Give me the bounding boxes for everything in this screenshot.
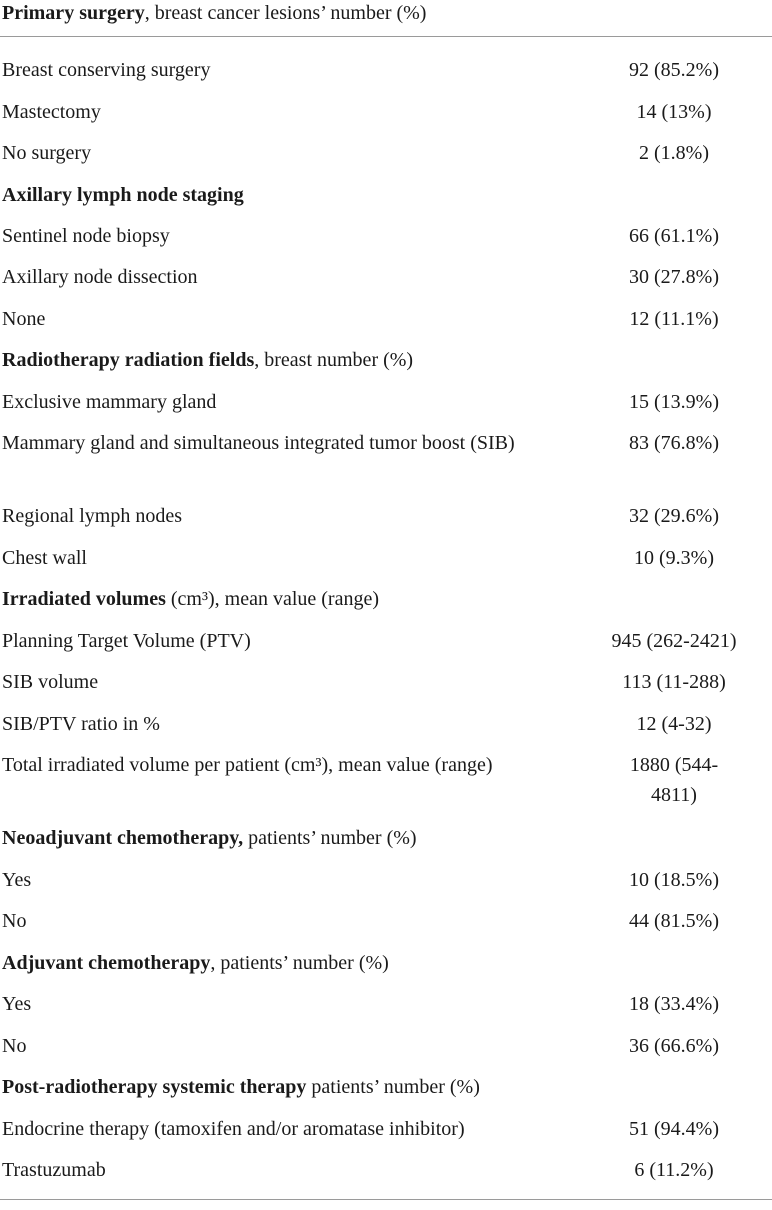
row-label: Regional lymph nodes — [2, 505, 182, 527]
section-header-bold: Radiotherapy radiation fields — [2, 349, 255, 371]
row-value: 2 (1.8%) — [639, 142, 709, 164]
row-value: 18 (33.4%) — [629, 993, 719, 1015]
row-label: Exclusive mammary gland — [2, 391, 217, 413]
section-header-bold: Post-radiotherapy systemic therapy — [2, 1076, 307, 1098]
row-value: 51 (94.4%) — [629, 1118, 719, 1140]
section-header-bold: Neoadjuvant chemotherapy, — [2, 827, 244, 849]
row-label: Endocrine therapy (tamoxifen and/or aromatase inhibitor) — [2, 1118, 465, 1140]
row-value: 15 (13.9%) — [629, 391, 719, 413]
row-label: Planning Target Volume (PTV) — [2, 630, 251, 652]
row-value: 10 (18.5%) — [629, 869, 719, 891]
header-rule — [0, 36, 772, 37]
row-value: 30 (27.8%) — [629, 266, 719, 288]
row-value: 945 (262-2421) — [611, 630, 737, 652]
section-header — [2, 180, 762, 210]
row-value: 44 (81.5%) — [629, 910, 719, 932]
section-header-bold: Irradiated volumes — [2, 588, 166, 610]
section-header-rest: (cm³), mean value (range) — [165, 588, 379, 610]
row-value: 92 (85.2%) — [629, 59, 719, 81]
row-label: None — [2, 308, 46, 330]
row-label: Mastectomy — [2, 101, 101, 123]
row-value: 66 (61.1%) — [629, 225, 719, 247]
row-value: 14 (13%) — [636, 101, 712, 123]
section-header-rest: , patients’ number (%) — [210, 952, 389, 974]
section-header-rest: patients’ number (%) — [243, 827, 417, 849]
section-header — [2, 345, 762, 375]
section-header — [2, 823, 762, 853]
section-header-rest: patients’ number (%) — [306, 1076, 480, 1098]
row-label: Axillary node dissection — [2, 266, 198, 288]
section-header-bold: Adjuvant chemotherapy — [2, 952, 211, 974]
row-label: Chest wall — [2, 547, 87, 569]
row-label: No — [2, 910, 27, 932]
row-label: SIB volume — [2, 671, 99, 693]
row-label: Yes — [2, 993, 32, 1015]
row-value: 113 (11-288) — [622, 671, 726, 693]
row-label: Trastuzumab — [2, 1159, 106, 1181]
row-label: SIB/PTV ratio in % — [2, 713, 160, 735]
row-value: 83 (76.8%) — [629, 432, 719, 454]
section-header — [2, 584, 762, 614]
row-value: 1880 (544-4811) — [629, 754, 719, 806]
section-header-rest: , breast number (%) — [254, 349, 414, 371]
row-label: Breast conserving surgery — [2, 59, 211, 81]
section-header-rest: , breast cancer lesions’ number (%) — [144, 2, 427, 24]
section-header — [2, 948, 762, 978]
row-value: 10 (9.3%) — [634, 547, 714, 569]
row-label: Sentinel node biopsy — [2, 225, 170, 247]
row-value: 12 (11.1%) — [629, 308, 719, 330]
row-label: No surgery — [2, 142, 92, 164]
section-header-bold: Axillary lymph node staging — [2, 184, 244, 206]
row-value: 6 (11.2%) — [634, 1159, 714, 1181]
row-label: Mammary gland and simultaneous integrated tumor boost (SIB) — [2, 432, 515, 454]
section-header — [2, 1072, 762, 1102]
row-value: 12 (4-32) — [636, 713, 712, 735]
row-label: Total irradiated volume per patient (cm³), mean value (range) — [2, 754, 493, 776]
row-value: 32 (29.6%) — [629, 505, 719, 527]
section-header — [2, 0, 762, 28]
row-label: No — [2, 1035, 27, 1057]
row-value: 36 (66.6%) — [629, 1035, 719, 1057]
row-label: Yes — [2, 869, 32, 891]
footer-rule — [0, 1199, 772, 1200]
section-header-bold: Primary surgery — [2, 2, 145, 24]
